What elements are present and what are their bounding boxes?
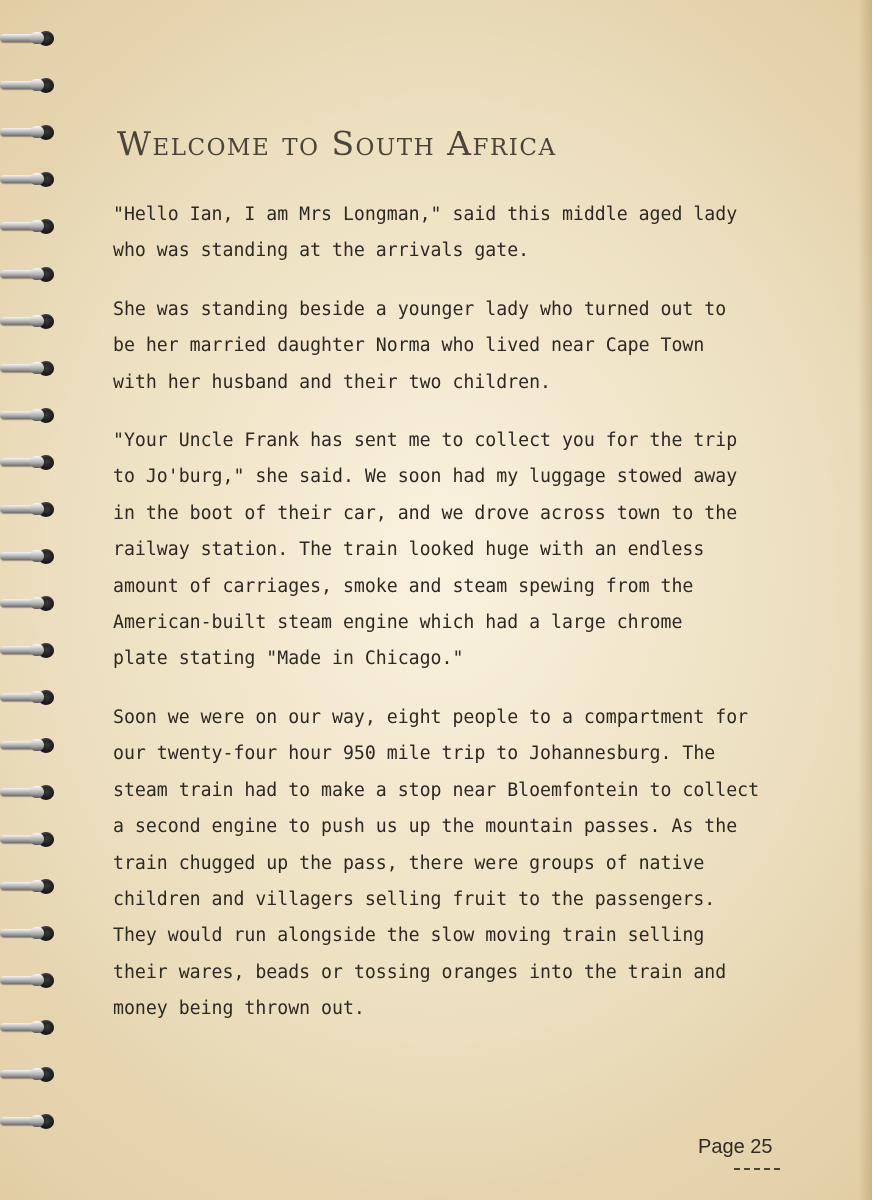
- text-line: a second engine to push us up the mountain passes. As the: [113, 816, 738, 838]
- text-line: our twenty-four hour 950 mile trip to Johannesburg. The: [113, 743, 716, 765]
- text-line: American-built steam engine which had a large chrome: [113, 612, 683, 634]
- spiral-ring: [0, 735, 58, 757]
- spiral-ring: [0, 782, 58, 804]
- spiral-ring: [0, 593, 58, 615]
- spiral-ring: [0, 452, 58, 474]
- spiral-ring: [0, 499, 58, 521]
- spiral-ring: [0, 311, 58, 333]
- text-line: plate stating "Made in Chicago.": [113, 648, 464, 670]
- text-line: amount of carriages, smoke and steam spewing from the: [113, 575, 694, 597]
- spiral-ring: [0, 923, 58, 945]
- paragraph-2: [113, 292, 803, 401]
- spiral-ring: [0, 546, 58, 568]
- text-line: They would run alongside the slow moving train selling: [113, 925, 705, 947]
- spiral-ring: [0, 216, 58, 238]
- text-line: Soon we were on our way, eight people to a compartment for: [113, 706, 749, 728]
- spiral-ring: [0, 876, 58, 898]
- spiral-ring: [0, 122, 58, 144]
- spiral-ring: [0, 687, 58, 709]
- spiral-ring: [0, 970, 58, 992]
- text-line: be her married daughter Norma who lived near Cape Town: [113, 335, 705, 357]
- text-line: money being thrown out.: [113, 998, 365, 1020]
- text-line: their wares, beads or tossing oranges into the train and: [113, 961, 727, 983]
- text-line: train chugged up the pass, there were groups of native: [113, 852, 705, 874]
- story-text: [113, 197, 803, 1050]
- spiral-ring: [0, 405, 58, 427]
- text-line: in the boot of their car, and we drove across town to the: [113, 502, 738, 524]
- text-line: to Jo'burg," she said. We soon had my luggage stowed away: [113, 466, 738, 488]
- spiral-ring: [0, 75, 58, 97]
- page-title: Welcome to South Africa: [117, 124, 557, 163]
- text-line: who was standing at the arrivals gate.: [113, 240, 530, 262]
- page-number-underline: [734, 1168, 780, 1170]
- spiral-ring: [0, 1111, 58, 1133]
- text-line: "Hello Ian, I am Mrs Longman," said this middle aged lady: [113, 204, 738, 225]
- spiral-ring: [0, 358, 58, 380]
- text-line: children and villagers selling fruit to the passengers.: [113, 888, 716, 910]
- spiral-ring: [0, 1017, 58, 1039]
- spiral-ring: [0, 829, 58, 851]
- spiral-ring: [0, 1064, 58, 1086]
- page-number: Page 25: [698, 1136, 773, 1158]
- text-line: with her husband and their two children.: [113, 371, 551, 393]
- spiral-ring: [0, 264, 58, 286]
- paragraph-3: [113, 423, 803, 678]
- text-line: She was standing beside a younger lady who turned out to: [113, 298, 727, 320]
- spiral-ring: [0, 169, 58, 191]
- text-line: "Your Uncle Frank has sent me to collect you for the trip: [113, 430, 738, 452]
- paragraph-4: [113, 700, 803, 1028]
- spiral-binding: [0, 0, 60, 1200]
- spiral-ring: [0, 640, 58, 662]
- text-line: steam train had to make a stop near Bloemfontein to collect: [113, 779, 760, 801]
- spiral-ring: [0, 28, 58, 50]
- text-line: railway station. The train looked huge with an endless: [113, 539, 705, 561]
- page-edge-shadow: [858, 0, 872, 1200]
- paragraph-1: [113, 197, 803, 270]
